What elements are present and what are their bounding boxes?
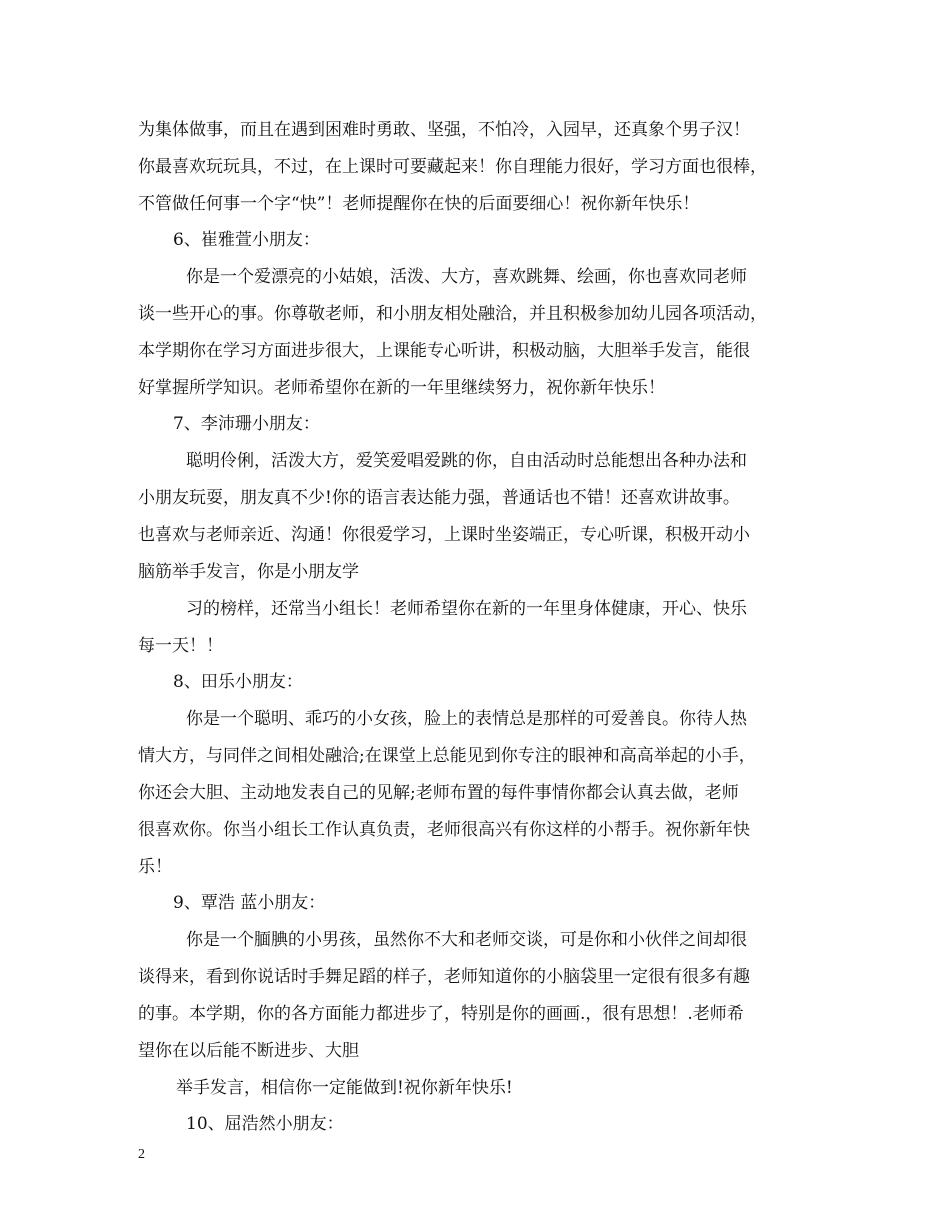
text-line: 聪明伶俐，活泼大方，爱笑爱唱爱跳的你，自由活动时总能想出各种办法和 [186,451,747,471]
text-line: 很喜欢你。你当小组长工作认真负责，老师很高兴有你这样的小帮手。祝你新年快 [138,820,750,840]
section-heading: 7、李沛珊小朋友： [173,414,320,434]
section-heading: 9、覃浩 蓝小朋友： [173,893,326,913]
text-line: 也喜欢与老师亲近、沟通！你很爱学习，上课时坐姿端正，专心听课，积极开动小 [138,525,750,545]
text-line: 不管做任何事一个字“快”！老师提醒你在快的后面要细心！祝你新年快乐！ [138,194,700,214]
text-line: 你最喜欢玩玩具，不过，在上课时可要藏起来！你自理能力很好，学习方面也很棒， [138,157,767,177]
text-line: 谈得来，看到你说话时手舞足蹈的样子，老师知道你的小脑袋里一定很有很多有趣 [138,967,750,987]
text-line: 脑筋举手发言，你是小朋友学 [138,562,359,582]
section-heading: 6、崔雅萱小朋友： [173,230,320,250]
section-heading: 8、田乐小朋友： [173,672,303,692]
text-line: 乐！ [138,857,172,877]
text-line: 你是一个聪明、乖巧的小女孩，脸上的表情总是那样的可爱善良。你待人热 [186,709,747,729]
text-line: 举手发言，相信你一定能做到!祝你新年快乐! [176,1078,513,1098]
text-line: 的事。本学期，你的各方面能力都进步了，特别是你的画画.，很有思想！.老师希 [138,1004,744,1024]
text-line: 小朋友玩耍，朋友真不少!你的语言表达能力强，普通话也不错！还喜欢讲故事。 [138,488,740,508]
text-line: 本学期你在学习方面进步很大，上课能专心听讲，积极动脑，大胆举手发言，能很 [138,341,750,361]
text-line: 望你在以后能不断进步、大胆 [138,1041,359,1061]
text-line: 谈一些开心的事。你尊敬老师，和小朋友相处融洽，并且积极参加幼儿园各项活动， [138,304,767,324]
page-number: 2 [138,1147,145,1162]
text-line: 习的榜样，还常当小组长！老师希望你在新的一年里身体健康，开心、快乐 [186,599,747,619]
text-line: 为集体做事，而且在遇到困难时勇敢、坚强，不怕冷，入园早，还真象个男子汉！ [138,120,750,140]
text-line: 你是一个腼腆的小男孩，虽然你不大和老师交谈，可是你和小伙伴之间却很 [186,930,747,950]
text-line: 情大方，与同伴之间相处融洽;在课堂上总能见到你专注的眼神和高高举起的小手， [138,746,756,766]
text-line: 每一天！！ [138,636,223,656]
section-heading: 10、屈浩然小朋友： [186,1114,344,1134]
text-line: 你是一个爱漂亮的小姑娘，活泼、大方，喜欢跳舞、绘画，你也喜欢同老师 [186,267,747,287]
text-line: 你还会大胆、主动地发表自己的见解;老师布置的每件事情你都会认真去做，老师 [138,783,739,803]
text-line: 好掌握所学知识。老师希望你在新的一年里继续努力，祝你新年快乐！ [138,378,665,398]
